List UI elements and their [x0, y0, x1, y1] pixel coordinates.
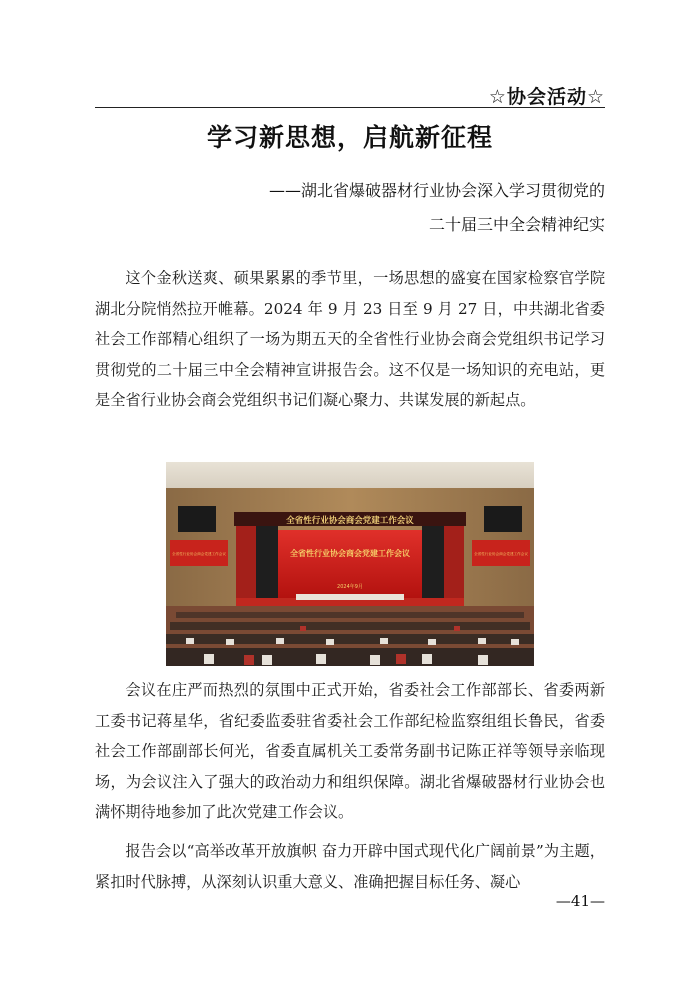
header-rule — [95, 107, 605, 108]
meeting-photo — [166, 462, 534, 666]
article-subtitle-line1: ——湖北省爆破器材行业协会深入学习贯彻党的 — [268, 181, 605, 200]
screen-title: 全省性行业协会商会党建工作会议 — [290, 549, 410, 558]
screen-date: 2024年9月 — [337, 584, 363, 590]
page-number: —41— — [555, 892, 605, 910]
section-tag: ☆协会活动☆ — [488, 86, 605, 108]
article-subtitle-line2: 二十届三中全会精神纪实 — [428, 215, 605, 234]
paragraph-1: 这个金秋送爽、硕果累累的季节里，一场思想的盛宴在国家检察官学院湖北分院悄然拉开帷幕。2024 年 9 月 23 日至 9 月 27 日，中共湖北省委社会工作部精心组织了一场为期五天的全省性行业协会商会党组织书记学习贯彻党的二十届三中全会精神宣讲报告会。这不仅是一场知识的充电站，更是全省行业协会商会党组织书记们凝心聚力、共谋发展的新起点。 — [95, 269, 605, 409]
article-title: 学习新思想，启航新征程 — [206, 123, 493, 152]
paragraph-2: 会议在庄严而热烈的氛围中正式开始，省委社会工作部部长、省委两新工委书记蒋星华，省纪委监委驻省委社会工作部纪检监察组组长鲁民，省委社会工作部副部长何光，省委直属机关工委常务副书记陈正祥等领导亲临现场，为会议注入了强大的政治动力和组织保障。湖北省爆破器材行业协会也满怀期待地参加了此次党建工作会议。 — [95, 681, 605, 821]
paragraph-3: 报告会以“高举改革开放旗帜 奋力开辟中国式现代化广阔前景”为主题，紧扣时代脉搏，从深刻认识重大意义、准确把握目标任务、凝心 — [95, 842, 605, 891]
right-screen-text: 全省性行业协会商会党建工作会议 — [474, 552, 528, 556]
left-screen-text: 全省性行业协会商会党建工作会议 — [172, 552, 226, 556]
banner-text: 全省性行业协会商会党建工作会议 — [286, 516, 414, 526]
